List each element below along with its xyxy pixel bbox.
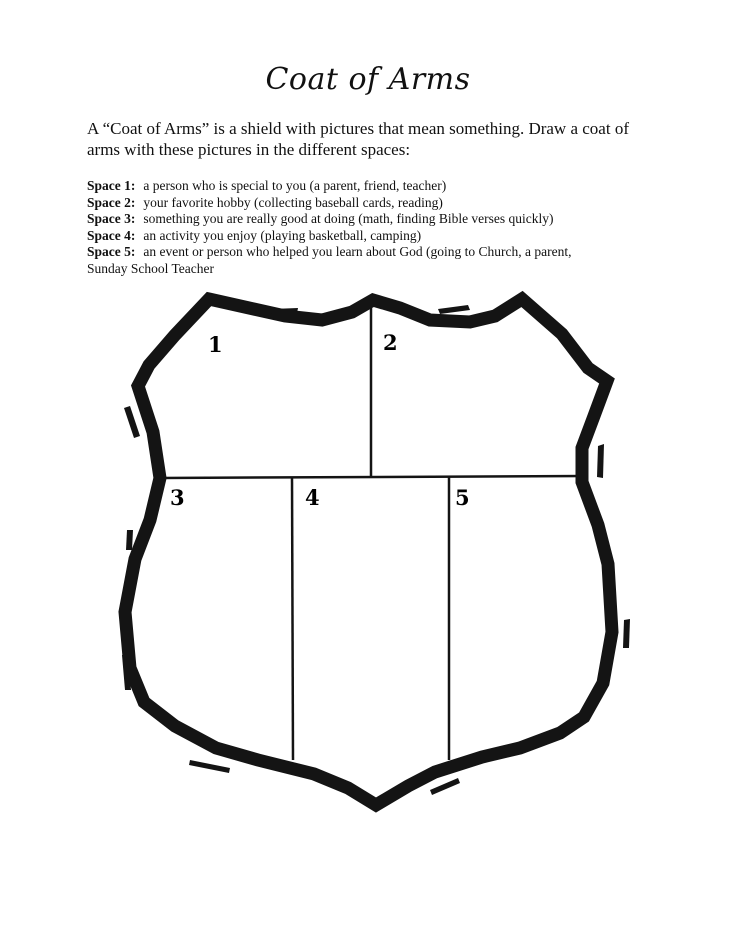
space-label: Space 3: (87, 211, 136, 226)
space-label: Space 2: (87, 194, 136, 210)
section-number-5: 5 (455, 485, 470, 510)
shield-outline (125, 299, 612, 805)
space-description: a person who is special to you (a parent, friend, teacher) (143, 178, 447, 193)
space-label: Space 4: (87, 227, 136, 243)
space-description: an event or person who helped you learn about God (going to Church, a parent, (143, 244, 572, 259)
space-label: Space 5: (87, 244, 136, 259)
space-description: something you are really good at doing (math, finding Bible verses quickly) (143, 211, 554, 226)
space-label: Space 1: (87, 178, 136, 193)
section-number-1: 1 (208, 332, 223, 357)
divider-vertical-left (292, 478, 293, 760)
section-number-4: 4 (305, 485, 320, 510)
intro-text: A “Coat of Arms” is a shield with pictures that mean something. Draw a coat of arms with these pictures in the different spaces: (87, 119, 629, 159)
page-title: Coat of Arms (265, 62, 471, 97)
space-description-continuation: Sunday School Teacher (87, 260, 215, 276)
section-number-3: 3 (170, 485, 185, 510)
section-number-2: 2 (383, 330, 398, 355)
space-description: your favorite hobby (collecting baseball cards, reading) (143, 194, 443, 210)
space-description: an activity you enjoy (playing basketball, camping) (143, 227, 422, 243)
